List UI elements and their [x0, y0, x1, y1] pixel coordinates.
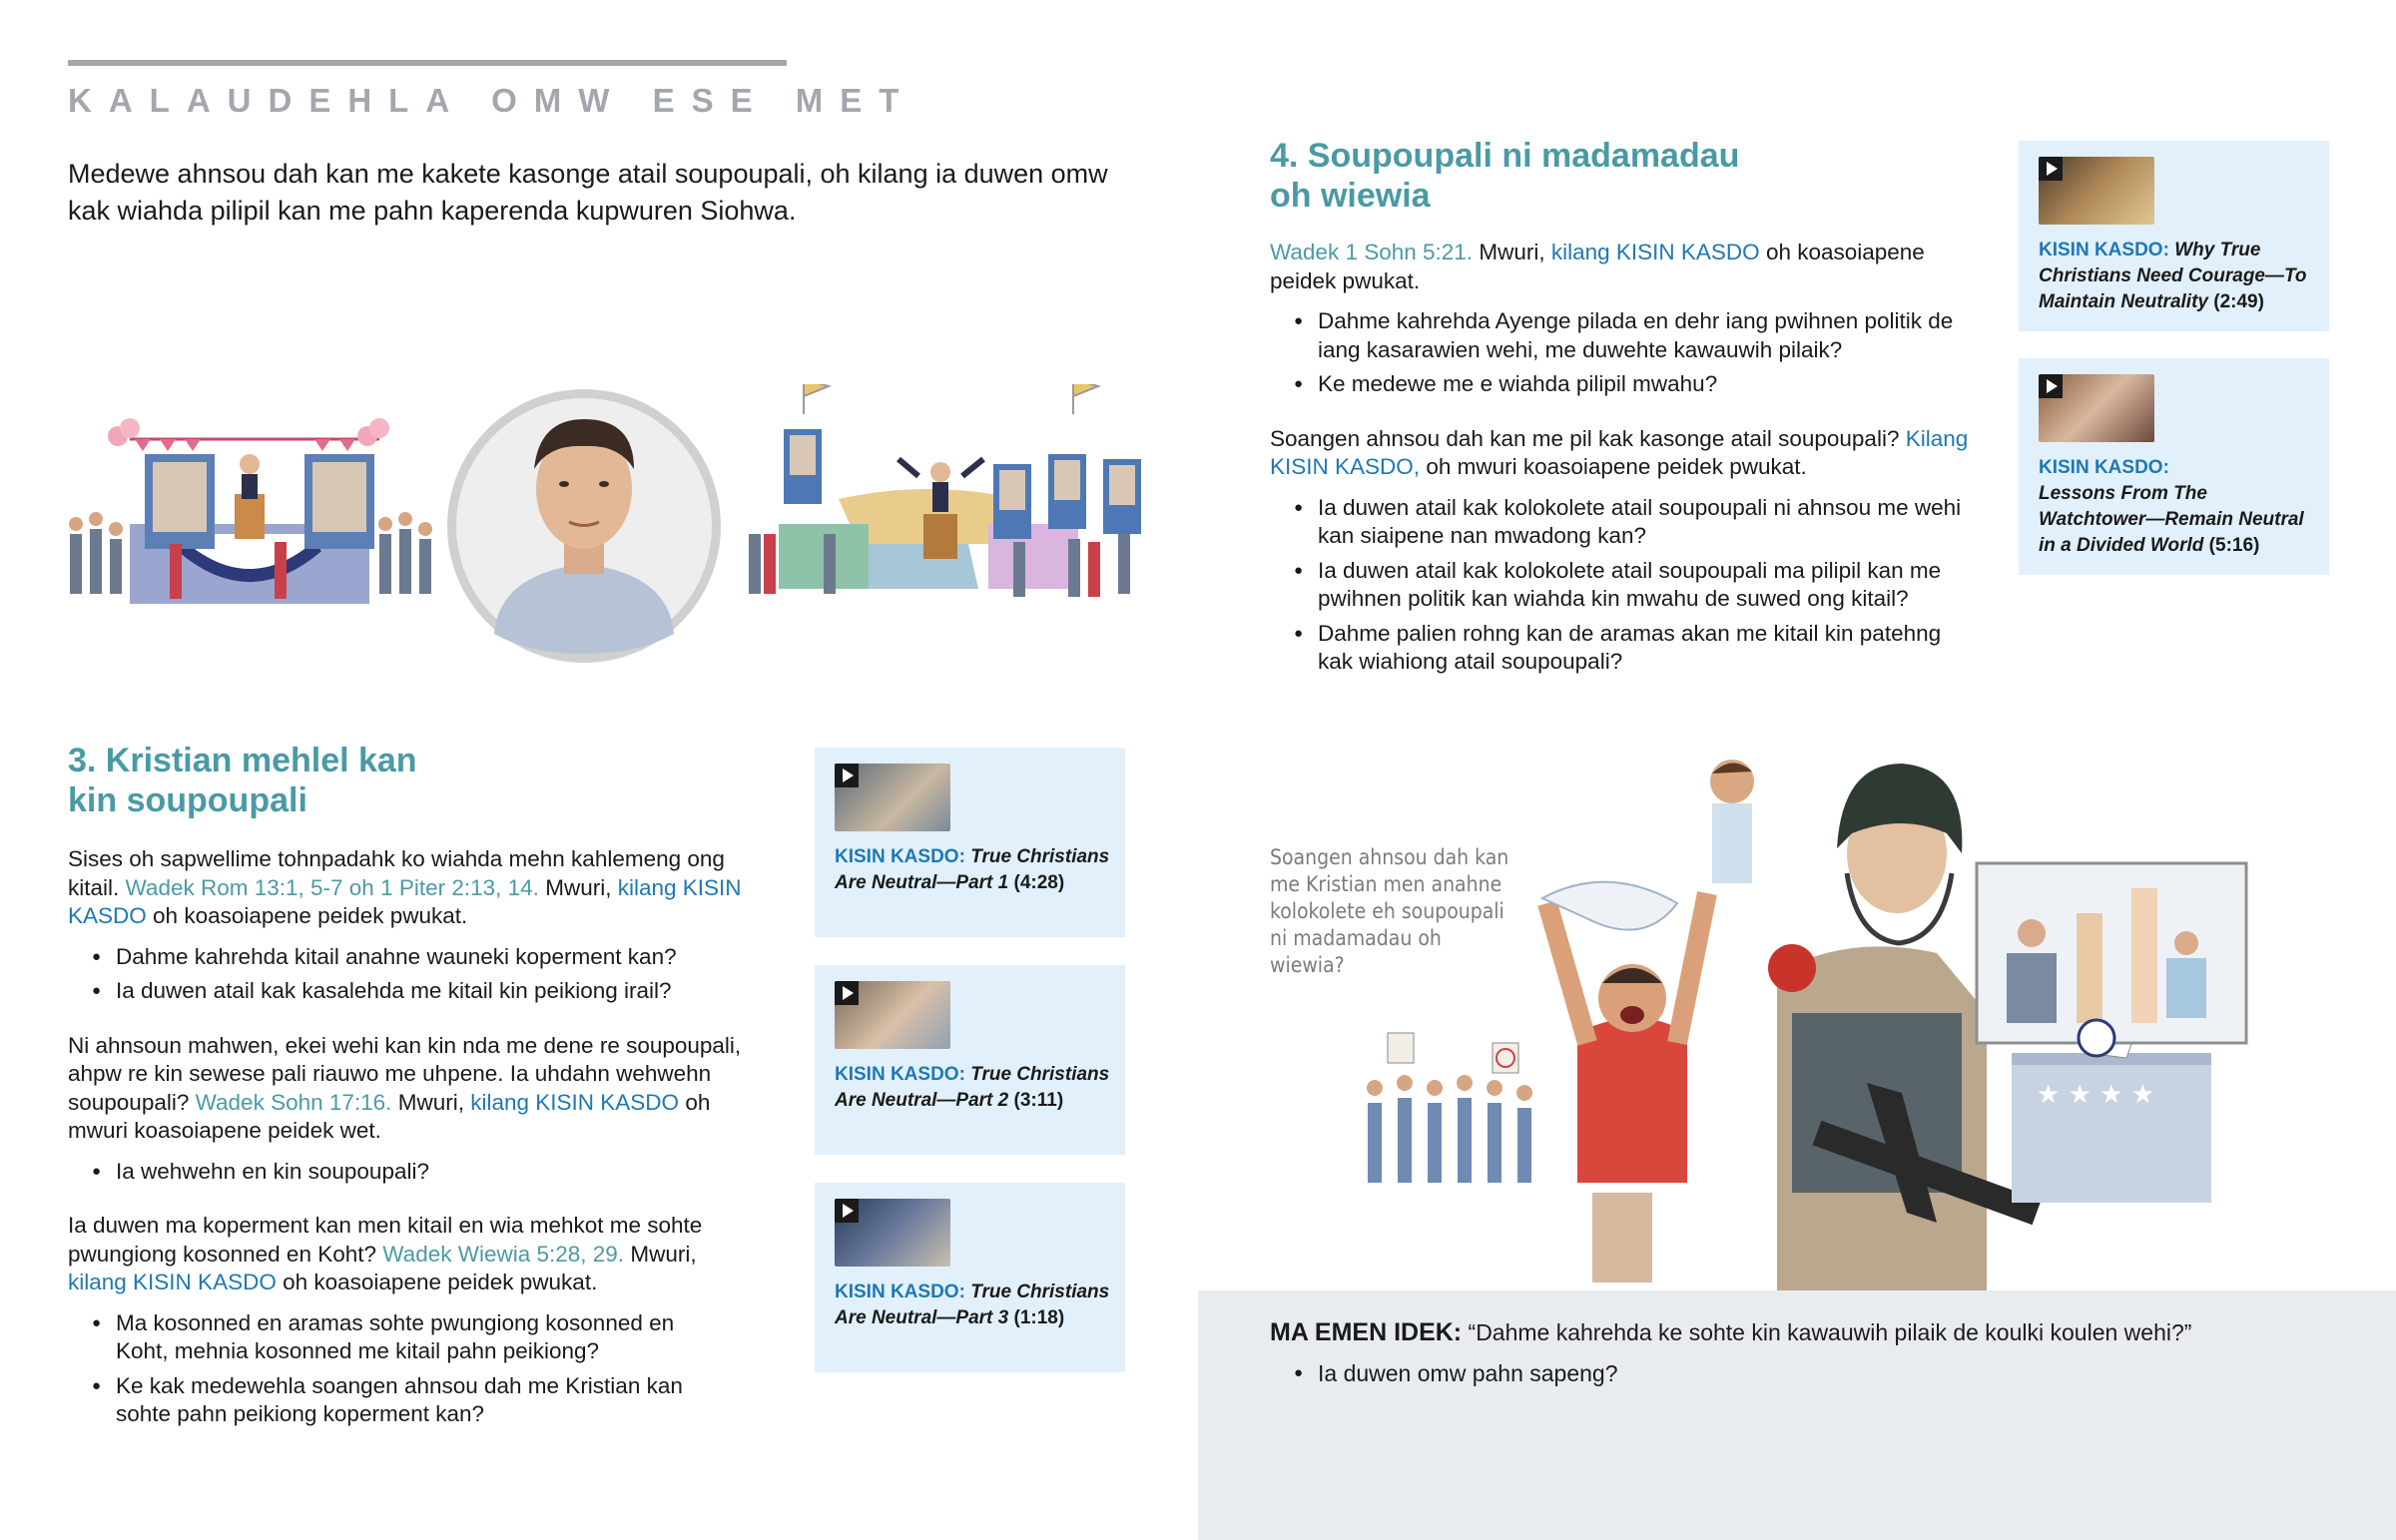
ballot-and-tv: [1977, 863, 2246, 1203]
list-item: ● Ia duwen atail kak kasalehda me kitail kin peikiong irail?: [68, 977, 767, 1006]
play-icon[interactable]: [835, 981, 859, 1005]
section-kicker: KALAUDEHLA OMW ESE MET: [68, 82, 916, 119]
list-item: ● Ma kosonned en aramas sohte pwungiong kosonned en Koht, mehnia kosonned me kitail pahn peikiong?: [68, 1309, 707, 1366]
section3-paragraph-3: Ia duwen ma koperment kan men kitail en wia mehkot me sohte pwungiong kosonned en Koht? Wadek Wiewia 5:28, 29. Mwuri, kilang KISIN KASDO oh koasoiapene peidek pwukat.: [68, 1213, 703, 1294]
svg-text:★ ★ ★ ★: ★ ★ ★ ★: [2037, 1080, 2155, 1110]
play-icon[interactable]: [835, 764, 859, 787]
section4-title: 4. Soupoupali ni madamadau oh wiewia: [1270, 137, 1740, 215]
section4-paragraph-2: Soangen ahnsou dah kan me pil kak kasonge atail soupoupali? Kilang KISIN KASDO, oh mwuri koasoiapene peidek pwukat.: [1270, 425, 1969, 479]
video-link[interactable]: kilang KISIN KASDO: [470, 1089, 680, 1115]
header-rule: [68, 60, 787, 66]
section3-question-list-1: [68, 943, 767, 1006]
video-box-courage[interactable]: [2019, 141, 2329, 331]
section3-question-list-3: [68, 1309, 707, 1429]
section3-question-list-2: [68, 1158, 767, 1187]
play-icon[interactable]: [835, 1199, 859, 1223]
video-box-watchtower[interactable]: [2019, 358, 2329, 575]
neutrality-illustration: [1348, 754, 2346, 1292]
section4-question-list-2: [1270, 494, 1979, 677]
video-caption: KISIN KASDO: True Christians Are Neutral—Part 2 (3:11): [835, 1064, 1110, 1111]
list-item: ● Ke kak medewehla soangen ahnsou dah me Kristian kan sohte pahn peikiong koperment kan?: [68, 1372, 707, 1429]
list-item: ● Dahme kahrehda kitail anahne wauneki koperment kan?: [68, 943, 767, 972]
protest-crowd: [1367, 1033, 1532, 1183]
list-item: ● Ia wehwehn en kin soupoupali?: [68, 1158, 767, 1187]
video-box-part-2[interactable]: [815, 965, 1125, 1155]
video-caption: KISIN KASDO: True Christians Are Neutral—Part 3 (1:18): [835, 1282, 1110, 1328]
illustration-caption: Soangen ahnsou dah kan me Kristian men anahne kolokolete eh soupoupali ni madamadau oh wiewia?: [1270, 845, 1509, 977]
scripture-ref[interactable]: Wadek Rom 13:1, 5-7 oh 1 Piter 2:13, 14.: [125, 874, 539, 900]
ma-emen-idek-prompt: [1270, 1318, 2348, 1347]
ma-emen-idek-label: MA EMEN IDEK:: [1270, 1318, 1463, 1346]
video-thumbnail[interactable]: [835, 981, 950, 1049]
video-box-part-3[interactable]: [815, 1183, 1125, 1372]
intro-text: Medewe ahnsou dah kan me kakete kasonge atail soupoupali, oh kilang ia duwen omw kak wiahda pilipil kan me pahn kaperenda kupwuren Siohwa.: [68, 159, 1108, 226]
video-caption: KISIN KASDO: Lessons From The Watchtower—Remain Neutral in a Divided World (5:16): [2039, 457, 2304, 556]
right-rally-scene: [749, 384, 1141, 597]
scripture-ref[interactable]: Wadek Sohn 17:16.: [195, 1089, 392, 1115]
list-item: ● Ia duwen atail kak kolokolete atail soupoupali ma pilipil kan me pwihnen politik kan wiahda kin mwahu de suwed ong kitail?: [1270, 557, 1979, 614]
section4-question-list-1: [1270, 307, 1959, 399]
section3-title: 3. Kristian mehlel kan kin soupoupali: [68, 742, 417, 819]
political-rally-illustration: [60, 384, 1158, 669]
video-thumbnail[interactable]: [2039, 374, 2154, 442]
portrait-medallion: [447, 389, 721, 663]
video-thumbnail[interactable]: [2039, 157, 2154, 225]
play-icon[interactable]: [2039, 157, 2063, 181]
section3-paragraph-2: Ni ahnsoun mahwen, ekei wehi kan kin nda me dene re soupoupali, ahpw re kin sewese pali riauwo me uhpene. Ia uhdahn wehwehn soupoupali? Wadek Sohn 17:16. Mwuri, kilang KISIN KASDO oh mwuri koasoiapene peidek wet.: [68, 1032, 742, 1143]
section4-body: [1270, 239, 1979, 677]
video-link[interactable]: kilang KISIN KASDO: [1550, 240, 1760, 264]
section3-paragraph-1: Sises oh sapwellime tohnpadahk ko wiahda mehn kahlemeng ong kitail. Wadek Rom 13:1, 5-7 oh 1 Piter 2:13, 14. Mwuri, kilang KISIN KASDO oh koasoiapene peidek pwukat.: [68, 846, 742, 928]
list-item: ● Ia duwen atail kak kolokolete atail soupoupali ni ahnsou me wehi kan siaipene nan mwadong kan?: [1270, 494, 1979, 551]
ma-emen-idek: [1270, 1318, 2348, 1387]
left-rally-scene: [69, 418, 432, 604]
list-item: ● Dahme kahrehda Ayenge pilada en dehr iang pwihnen politik de iang kasarawien wehi, me duwehte kawauwih pilaik?: [1270, 307, 1959, 364]
scripture-ref[interactable]: Wadek 1 Sohn 5:21.: [1270, 240, 1474, 264]
ma-emen-idek-quote: “Dahme kahrehda ke sohte kin kawauwih pilaik de koulki koulen wehi?”: [1468, 1319, 2192, 1345]
ma-emen-idek-question-list: [1270, 1359, 2348, 1388]
video-link[interactable]: kilang KISIN KASDO: [68, 1270, 277, 1294]
video-link[interactable]: Kilang KISIN KASDO,: [1270, 425, 1969, 479]
video-thumbnail[interactable]: [835, 1199, 950, 1267]
list-item: ● Dahme palien rohng kan de aramas akan me kitail kin patehng kak wiahiong atail soupoupali?: [1270, 620, 1979, 677]
video-box-part-1[interactable]: [815, 748, 1125, 937]
video-link[interactable]: kilang KISIN KASDO: [68, 874, 742, 928]
section4-paragraph-1: Wadek 1 Sohn 5:21. Mwuri, kilang KISIN KASDO oh koasoiapene peidek pwukat.: [1270, 240, 1925, 293]
section3-body: [68, 845, 767, 1429]
list-item: ● Ia duwen omw pahn sapeng?: [1270, 1359, 2348, 1388]
video-thumbnail[interactable]: [835, 764, 950, 831]
video-caption: KISIN KASDO: Why True Christians Need Courage—To Maintain Neutrality (2:49): [2039, 240, 2307, 312]
cheering-fan: [1542, 882, 1707, 1283]
boy-cheering: [1710, 760, 1754, 883]
video-caption: KISIN KASDO: True Christians Are Neutral—Part 1 (4:28): [835, 846, 1110, 893]
list-item: ● Ke medewe me e wiahda pilipil mwahu?: [1270, 370, 1959, 399]
play-icon[interactable]: [2039, 374, 2063, 398]
scripture-ref[interactable]: Wadek Wiewia 5:28, 29.: [382, 1241, 625, 1267]
